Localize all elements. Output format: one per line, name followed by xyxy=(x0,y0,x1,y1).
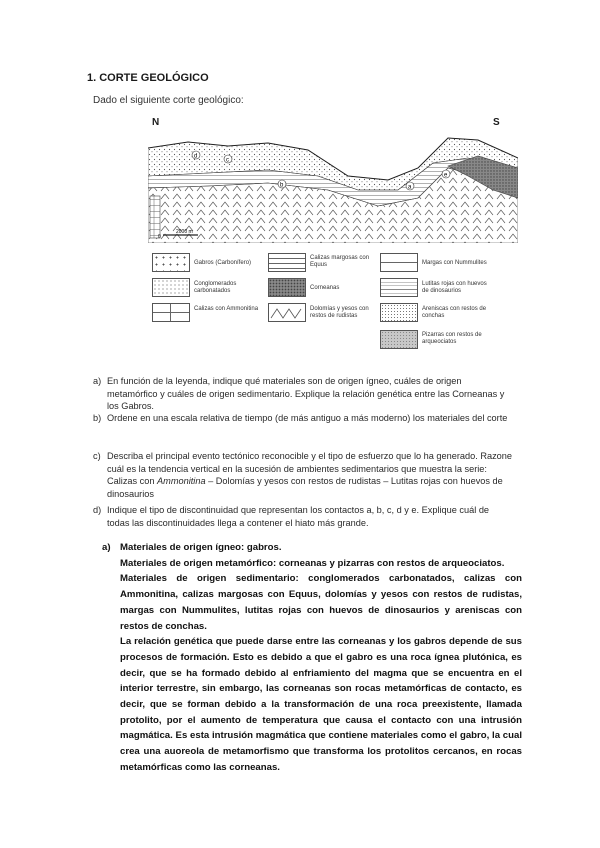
legend-swatch-pizarras xyxy=(380,330,418,349)
chevron-pattern-icon xyxy=(269,304,305,321)
legend-swatch-conglomerados xyxy=(152,278,190,297)
legend-swatch-calizas-ammonitina xyxy=(152,303,190,322)
section-title: 1. CORTE GEOLÓGICO xyxy=(87,72,209,84)
contact-a-label: a xyxy=(408,184,412,191)
intro-text: Dado el siguiente corte geológico: xyxy=(93,95,244,106)
legend-label-dolomias: Dolomías y yesos con restos de rudistas xyxy=(310,306,369,319)
question-d-text: Indique el tipo de discontinuidad que representan los contactos a, b, c, d y e. Explique cuál de todas las discontinuidades llega a contener el hiato más grande. xyxy=(107,505,490,528)
question-b-text: Ordene en una escala relativa de tiempo (de más antiguo a más moderno) los materiales del corte xyxy=(107,413,508,423)
answer-igneo: Materiales de origen ígneo: gabros. xyxy=(120,542,282,553)
legend-swatch-calizas-margosas xyxy=(268,253,306,272)
legend-swatch-lutitas xyxy=(380,278,418,297)
answer-metamorfico: Materiales de origen metamórfico: corneanas y pizarras con restos de arqueociatos. xyxy=(120,557,505,569)
contact-b-label: b xyxy=(280,182,284,189)
contact-d-label: d xyxy=(194,153,198,160)
question-b xyxy=(93,412,513,425)
legend-swatch-areniscas xyxy=(380,303,418,322)
legend-swatch-margas xyxy=(380,253,418,272)
legend-label-conglomerados: Conglomerados carbonatados xyxy=(194,281,237,294)
question-b-label: b) xyxy=(93,413,102,423)
legend-swatch-corneanas xyxy=(268,278,306,297)
legend-label-lutitas: Lutitas rojas con huevos de dinosaurios xyxy=(422,281,487,294)
scale-label: 2000 m xyxy=(176,229,193,235)
answer-sedimentario: Materiales de origen sedimentario: conglomerados carbonatados, calizas con Ammonitina, calizas margosas con Equus, dolomías y yesos con restos de rudistas, margas con Nummulites, lutitas rojas con huevos de dinosaurios y areniscas con restos de conchas. xyxy=(120,573,522,632)
question-d xyxy=(93,504,513,529)
legend-label-calizas-ammonitina: Calizas con Ammonitina xyxy=(194,306,259,312)
contact-c-label: c xyxy=(226,157,229,164)
contact-e-label: e xyxy=(444,172,448,179)
legend-label-areniscas: Areniscas con restos de conchas xyxy=(422,306,487,319)
legend-swatch-dolomias xyxy=(268,303,306,322)
question-a-label: a) xyxy=(93,376,102,386)
legend-label-corneanas: Corneanas xyxy=(310,285,340,291)
question-a-text: En función de la leyenda, indique qué materiales son de origen ígneo, cuáles de origen metamórfico y cuáles de origen sedimentario. Explique la relación genética entre las Corneanas y los Gabros. xyxy=(107,376,505,411)
legend-swatch-gabros xyxy=(152,253,190,272)
question-d-label: d) xyxy=(93,505,102,515)
geological-cross-section xyxy=(148,128,518,243)
north-label: N xyxy=(152,117,160,128)
answer-relacion: La relación genética que puede darse entre las corneanas y los gabros depende de sus procesos de formación. Esto es debido a que el gabro es una roca ígnea plutónica, es decir, que se ha formado debido al enfriamiento del magma que se encuentra en el interior terrestre, sin embargo, las corneanas son rocas metamórficas de contacto, es decir, que se forman debido a la transformación de una roca preexistente, llamada protolito, por el aumento de temperatura que causa el contacto con una intrusión magmática. Es esta intrusión magmática que contiene materiales como el gabro, la cual crea una auoreola de metamorfismo que transforma los protolitos cercanos, en rocas metamórficas como las corneanas. xyxy=(120,636,522,773)
legend-label-margas: Margas con Nummulites xyxy=(422,260,487,266)
legend-label-calizas-margosas: Calizas margosas con Equus xyxy=(310,255,370,268)
scale-zero: 0 xyxy=(158,234,161,240)
answer-a xyxy=(102,540,522,776)
legend-label-pizarras: Pizarras con restos de arqueociatos xyxy=(422,332,482,345)
question-c-text: Describa el principal evento tectónico reconocible y el tipo de esfuerzo que lo ha generado. Razone cuál es la tendencia vertical en la sucesión de ambientes sedimentarios que muestra la serie: Calizas con Ammonitina – Dolomías y yesos con restos de rudistas – Lutitas rojas con huevos de dinosaurios xyxy=(107,451,513,499)
question-c-label: c) xyxy=(93,451,101,461)
question-a xyxy=(93,375,513,413)
legend-label-gabros: Gabros (Carbonífero) xyxy=(194,260,252,266)
south-label: S xyxy=(493,117,500,128)
question-c xyxy=(93,450,513,500)
answer-a-label: a) xyxy=(102,542,111,553)
